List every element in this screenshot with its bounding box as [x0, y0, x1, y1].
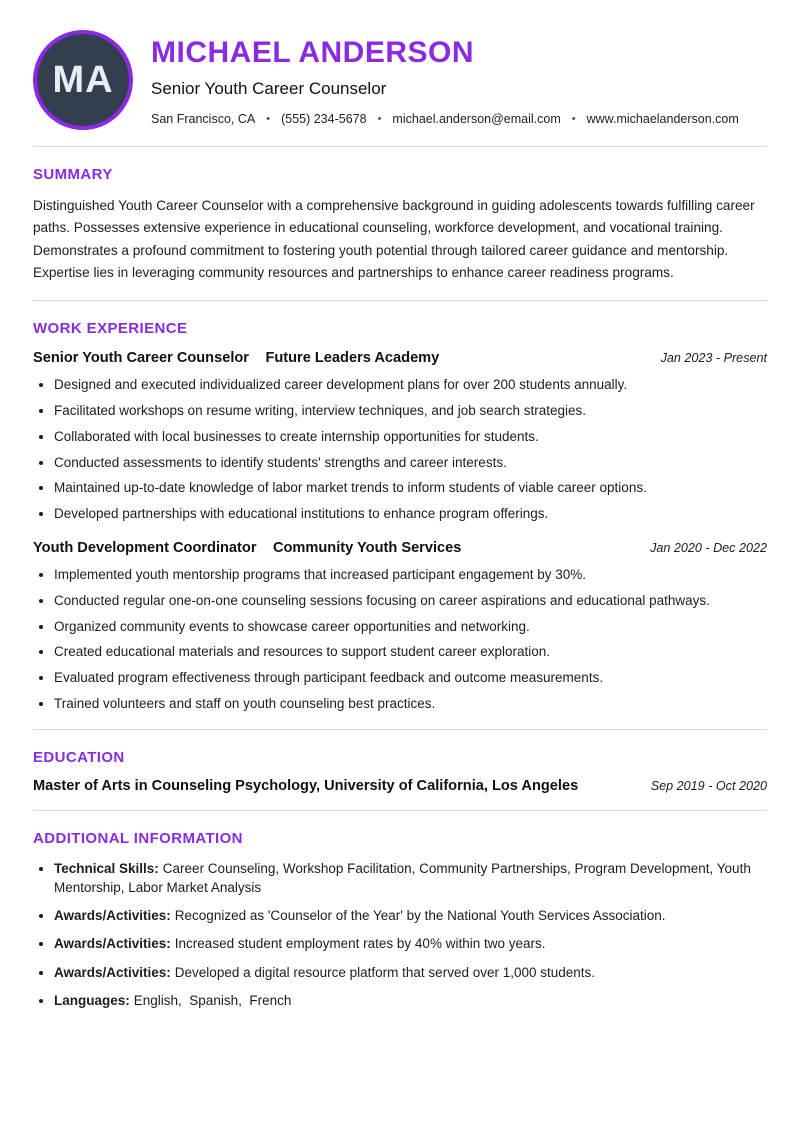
info-item-label: Awards/Activities:: [54, 908, 171, 924]
section-divider: [33, 146, 767, 147]
info-item: [54, 934, 767, 953]
contact-phone: (555) 234-5678: [281, 112, 367, 126]
job-title-line: [33, 539, 461, 557]
job-bullet: • Trained volunteers and staff on youth counseling best practices.: [54, 695, 767, 713]
info-item: [54, 991, 767, 1010]
job-bullet: • Organized community events to showcase career opportunities and networking.: [54, 618, 767, 636]
work-experience-section: [33, 320, 767, 713]
job-entry: [33, 539, 767, 713]
additional-information-section: [33, 830, 767, 1010]
info-item-text: Career Counseling, Workshop Facilitation, Community Partnerships, Program Development, Youth Mentorship, Labor Market Analysis: [54, 860, 755, 896]
job-bullet: • Conducted regular one-on-one counseling sessions focusing on career aspirations and educational pathways.: [54, 592, 767, 610]
job-dates: Jan 2020 - Dec 2022: [650, 541, 767, 555]
job-title-line: [33, 349, 439, 367]
info-item-text: Increased student employment rates by 40% within two years.: [174, 936, 546, 952]
candidate-name: MICHAEL ANDERSON: [151, 36, 475, 69]
job-header: [33, 349, 767, 367]
info-item-text: English, Spanish, French: [133, 992, 292, 1008]
additional-information-heading: ADDITIONAL INFORMATION: [33, 829, 243, 847]
job-bullet-list: [33, 566, 767, 713]
job-bullet: • Facilitated workshops on resume writing, interview techniques, and job search strategies.: [54, 402, 767, 420]
info-item-label: Awards/Activities:: [54, 964, 171, 980]
avatar: [33, 30, 133, 130]
info-item-label: Languages:: [54, 992, 130, 1008]
header-text: [151, 34, 739, 126]
job-bullet-list: [33, 376, 767, 523]
job-bullet: • Maintained up-to-date knowledge of labor market trends to inform students of viable career options.: [54, 479, 767, 497]
job-bullet: • Collaborated with local businesses to create internship opportunities for students.: [54, 428, 767, 446]
avatar-initials: MA: [52, 58, 114, 101]
contact-row: [151, 112, 739, 126]
info-item-text: Developed a digital resource platform that served over 1,000 students.: [174, 964, 596, 980]
contact-separator: •: [571, 113, 576, 125]
education-heading: EDUCATION: [33, 748, 125, 766]
job-bullet: • Created educational materials and resources to support student career exploration.: [54, 643, 767, 661]
job-bullet: • Developed partnerships with educational institutions to enhance program offerings.: [54, 505, 767, 523]
summary-text: Distinguished Youth Career Counselor with a comprehensive background in guiding adolescents towards fulfilling career paths. Possesses extensive experience in educational counseling, workforce development, and vocational training. Demonstrates a profound commitment to fostering youth potential through tailored career guidance and mentorship. Expertise lies in leveraging community resources and partnerships to enhance career readiness programs.: [33, 198, 755, 280]
info-item-label: Awards/Activities:: [54, 936, 171, 952]
job-bullet: • Implemented youth mentorship programs that increased participant engagement by 30%.: [54, 566, 767, 584]
info-item-label: Technical Skills:: [54, 860, 159, 876]
job-title: Youth Development Coordinator: [33, 540, 257, 556]
job-header: [33, 539, 767, 557]
section-divider: [33, 300, 767, 301]
section-divider: [33, 810, 767, 811]
education-dates: Sep 2019 - Oct 2020: [650, 778, 767, 793]
work-experience-heading: WORK EXPERIENCE: [33, 320, 188, 338]
info-item: [54, 906, 767, 925]
section-divider: [33, 729, 767, 730]
contact-website: www.michaelanderson.com: [586, 112, 739, 126]
job-title: Senior Youth Career Counselor: [33, 350, 249, 367]
education-entry: [33, 778, 767, 794]
contact-separator: •: [377, 113, 382, 125]
summary-heading: SUMMARY: [33, 166, 113, 183]
contact-email: michael.anderson@email.com: [392, 112, 561, 126]
info-item: [54, 963, 767, 982]
candidate-title: Senior Youth Career Counselor: [151, 79, 387, 98]
info-item: [54, 859, 767, 897]
education-degree: Master of Arts in Counseling Psychology, University of California, Los Angeles: [33, 777, 579, 794]
resume-header: [33, 30, 767, 130]
additional-info-list: [33, 859, 767, 1010]
info-item-text: Recognized as 'Counselor of the Year' by the National Youth Services Association.: [174, 908, 666, 924]
education-section: [33, 749, 767, 794]
summary-section: [33, 166, 767, 284]
job-company: Community Youth Services: [272, 540, 462, 556]
job-bullet: • Designed and executed individualized career development plans for over 200 students annually.: [54, 376, 767, 394]
contact-separator: •: [266, 113, 271, 125]
job-dates: Jan 2023 - Present: [660, 351, 767, 366]
job-company: Future Leaders Academy: [265, 350, 440, 367]
job-bullet: • Evaluated program effectiveness through participant feedback and outcome measurements.: [54, 669, 767, 687]
job-bullet: • Conducted assessments to identify students' strengths and career interests.: [54, 454, 767, 472]
job-entry: [33, 349, 767, 523]
contact-location: San Francisco, CA: [151, 112, 256, 126]
